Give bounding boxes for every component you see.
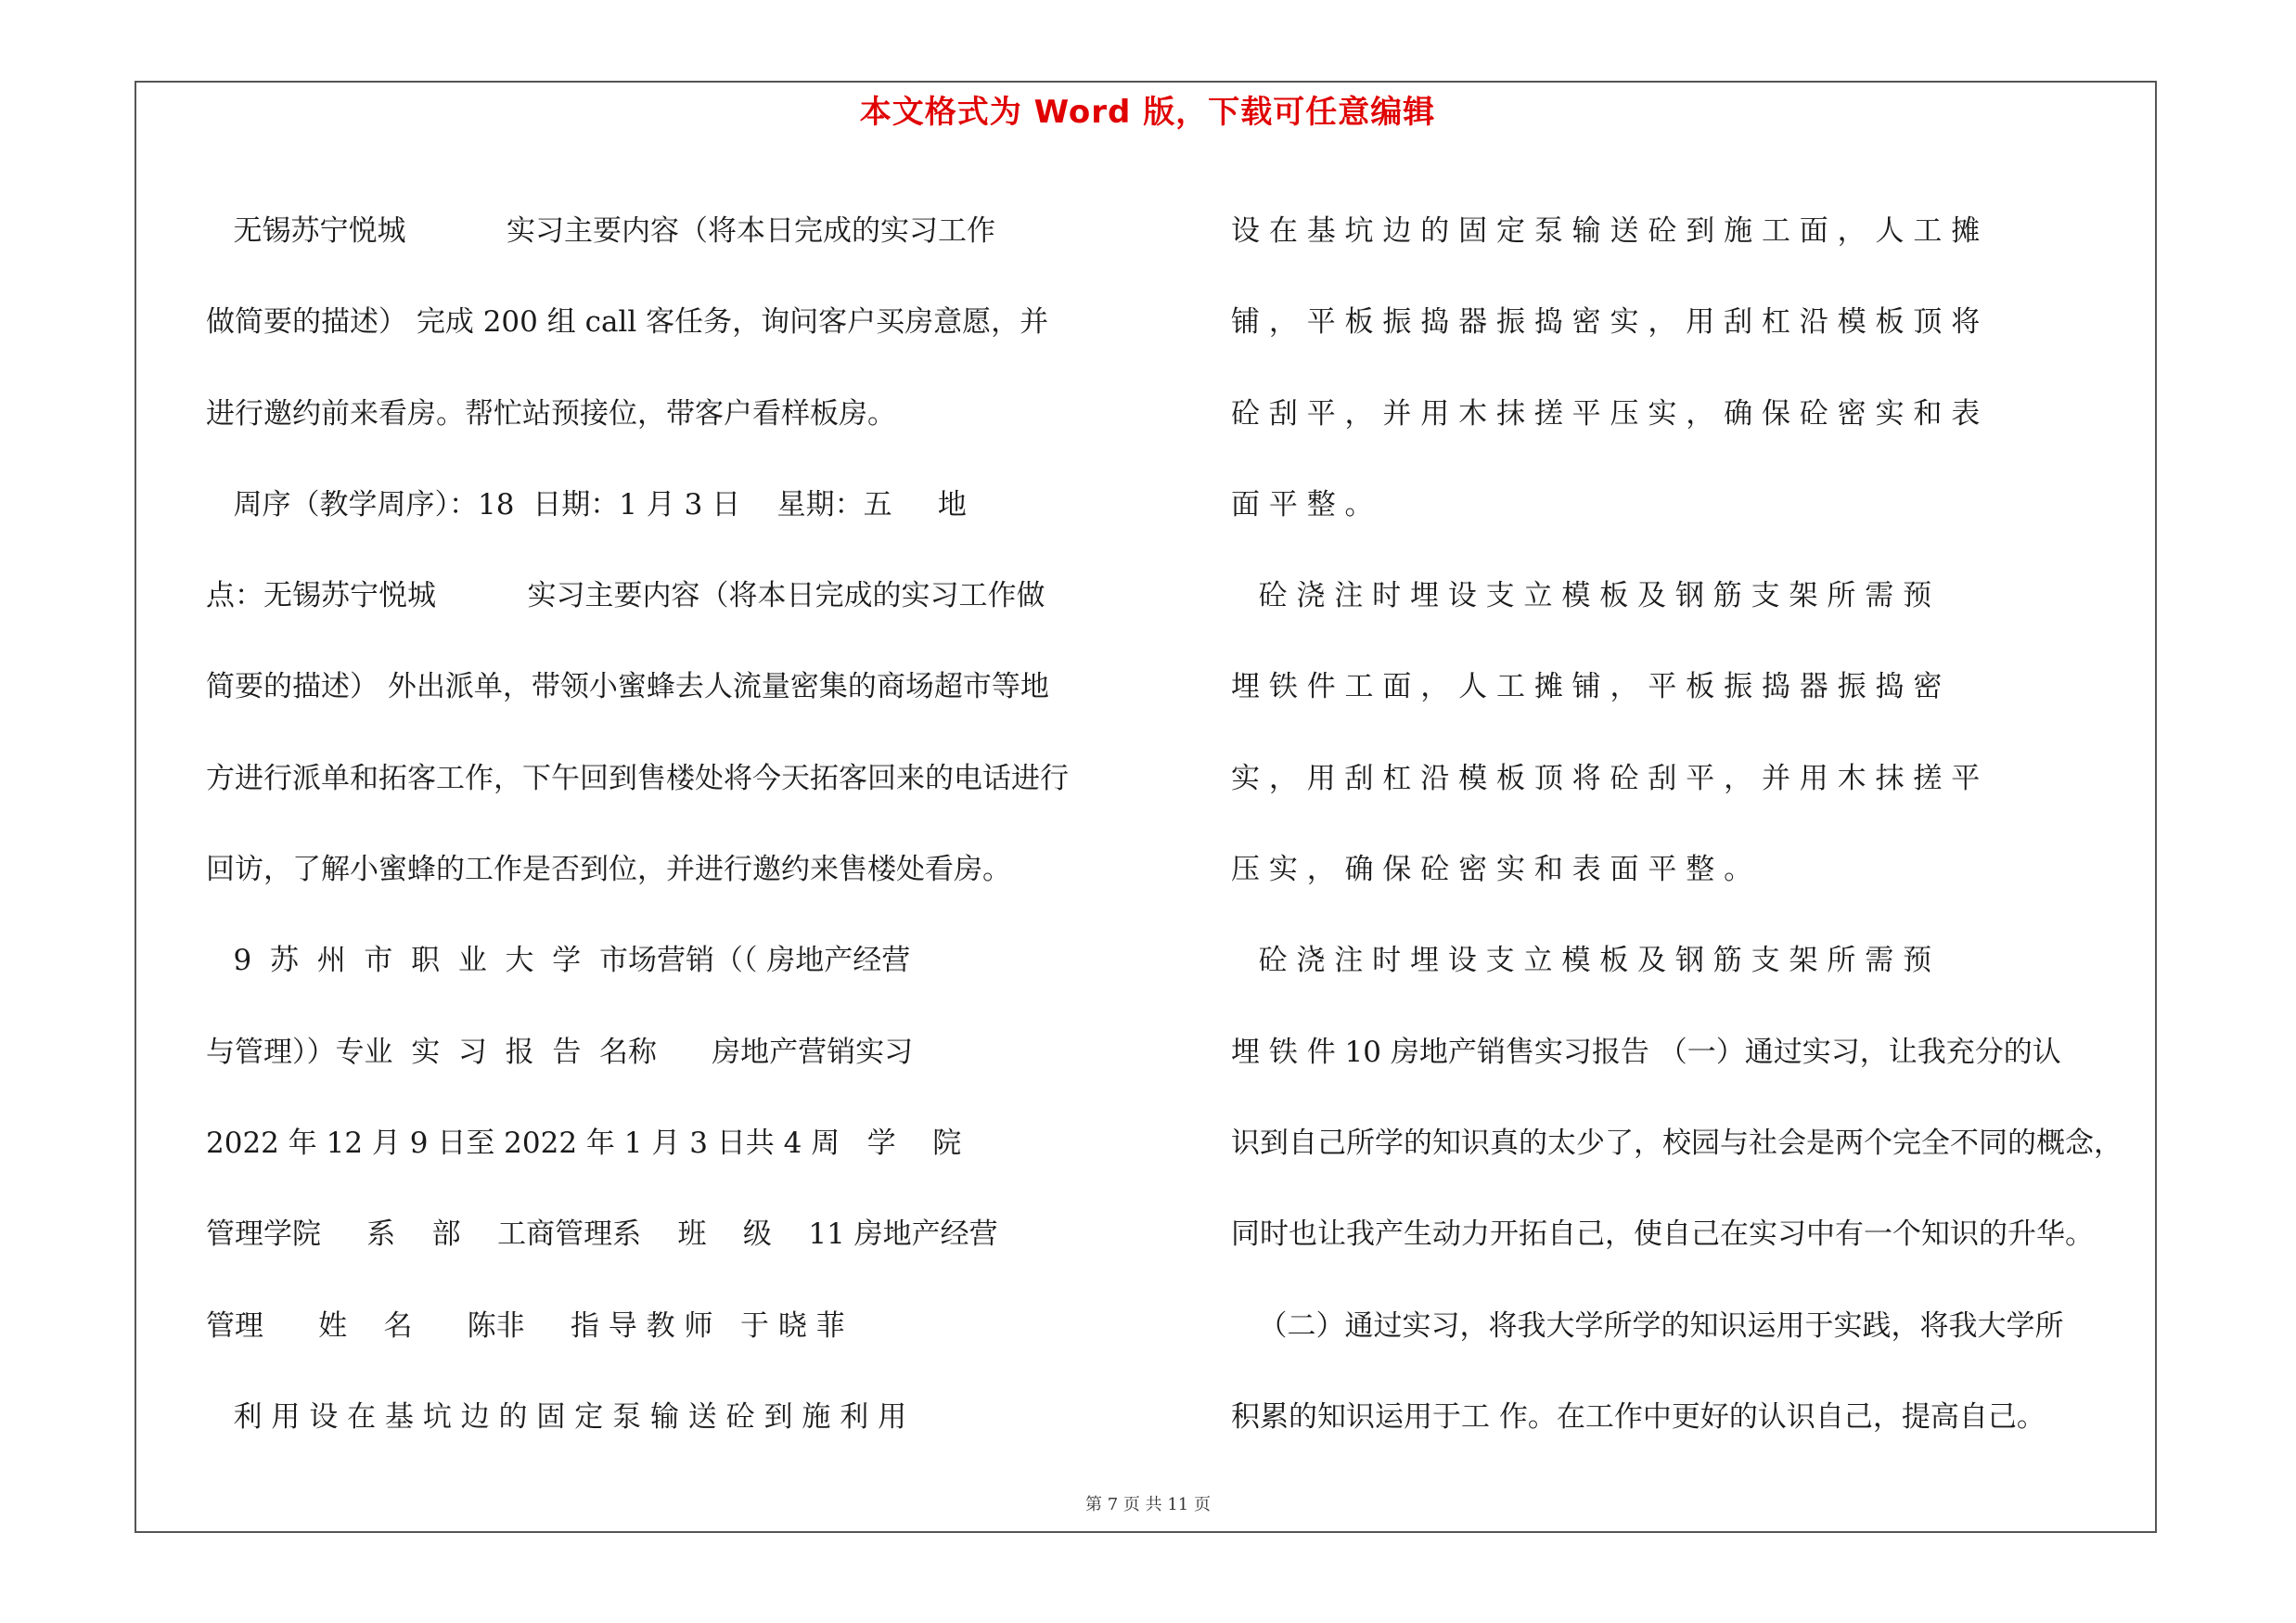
- left-column-line: 点：无锡苏宁悦城 实习主要内容（将本日完成的实习工作做: [206, 579, 1045, 613]
- left-column-line: 简要的描述） 外出派单，带领小蜜蜂去人流量密集的商场超市等地: [206, 670, 1049, 704]
- left-column-line: 利 用 设 在 基 坑 边 的 固 定 泵 输 送 砼 到 施 利 用: [206, 1399, 907, 1434]
- right-column-line: 压 实 ， 确 保 砼 密 实 和 表 面 平 整 。: [1231, 853, 1753, 887]
- right-column-line: 实 ， 用 刮 杠 沿 模 板 顶 将 砼 刮 平 ， 并 用 木 抹 搓 平: [1231, 761, 1981, 795]
- left-column-line: 与管理））专业 实 习 报 告 名称 房地产营销实习: [206, 1035, 914, 1069]
- right-column-line: 面 平 整 。: [1231, 487, 1374, 522]
- left-column-line: 方进行派单和拓客工作，下午回到售楼处将今天拓客回来的电话进行: [206, 761, 1069, 795]
- right-column-line: 识到自己所学的知识真的太少了，校园与社会是两个完全不同的概念，: [1231, 1126, 2123, 1160]
- left-column-line: 管理学院 系 部 工商管理系 班 级 11 房地产经营: [206, 1217, 998, 1252]
- right-column-line: 埋 铁 件 工 面 ， 人 工 摊 铺 ， 平 板 振 捣 器 振 捣 密: [1231, 670, 1943, 704]
- right-column-line: 埋 铁 件 10 房地产销售实习报告 （一）通过实习，让我充分的认: [1231, 1035, 2061, 1069]
- footer-middle: 页 共: [1118, 1495, 1168, 1514]
- left-text-column: [206, 186, 1124, 1462]
- right-column-line: 铺 ， 平 板 振 捣 器 振 捣 密 实 ， 用 刮 杠 沿 模 板 顶 将: [1231, 305, 1981, 340]
- left-column-line: 周序（教学周序）：18 日期：1 月 3 日 星期：五 地: [206, 487, 967, 522]
- right-column-line: 积累的知识运用于工 作。在工作中更好的认识自己，提高自己。: [1231, 1399, 2046, 1434]
- left-column-line: 管理 姓 名 陈非 指 导 教 师 于 晓 菲: [206, 1308, 845, 1343]
- page-footer: [0, 1491, 2296, 1515]
- format-banner: 本文格式为 Word 版，下载可任意编辑: [859, 94, 1436, 131]
- total-pages-number: 11: [1167, 1495, 1189, 1514]
- right-column-line: （二）通过实习，将我大学所学的知识运用于实践，将我大学所: [1231, 1308, 2064, 1343]
- right-column-line: 设 在 基 坑 边 的 固 定 泵 输 送 砼 到 施 工 面 ， 人 工 摊: [1231, 214, 1981, 248]
- left-column-line: 9 苏 州 市 职 业 大 学 市场营销（（ 房地产经营: [206, 944, 911, 978]
- right-text-column: [1231, 186, 2149, 1462]
- footer-suffix: 页: [1188, 1495, 1211, 1514]
- right-column-line: 砼 刮 平 ， 并 用 木 抹 搓 平 压 实 ， 确 保 砼 密 实 和 表: [1231, 396, 1981, 431]
- left-column-line: 无锡苏宁悦城 实习主要内容（将本日完成的实习工作: [206, 214, 995, 248]
- right-column-line: 同时也让我产生动力开拓自己，使自己在实习中有一个知识的升华。: [1231, 1217, 2094, 1252]
- left-column-line: 进行邀约前来看房。帮忙站预接位，带客户看样板房。: [206, 396, 896, 431]
- footer-prefix: 第: [1085, 1495, 1108, 1514]
- right-column-line: 砼 浇 注 时 埋 设 支 立 模 板 及 钢 筋 支 架 所 需 预: [1231, 579, 1932, 613]
- left-column-line: 做简要的描述） 完成 200 组 call 客任务，询问客户买房意愿，并: [206, 305, 1049, 340]
- current-page-number: 7: [1107, 1495, 1119, 1514]
- right-column-line: 砼 浇 注 时 埋 设 支 立 模 板 及 钢 筋 支 架 所 需 预: [1231, 944, 1932, 978]
- left-column-line: 回访，了解小蜜蜂的工作是否到位，并进行邀约来售楼处看房。: [206, 853, 1011, 887]
- left-column-line: 2022 年 12 月 9 日至 2022 年 1 月 3 日共 4 周 学 院: [206, 1126, 962, 1160]
